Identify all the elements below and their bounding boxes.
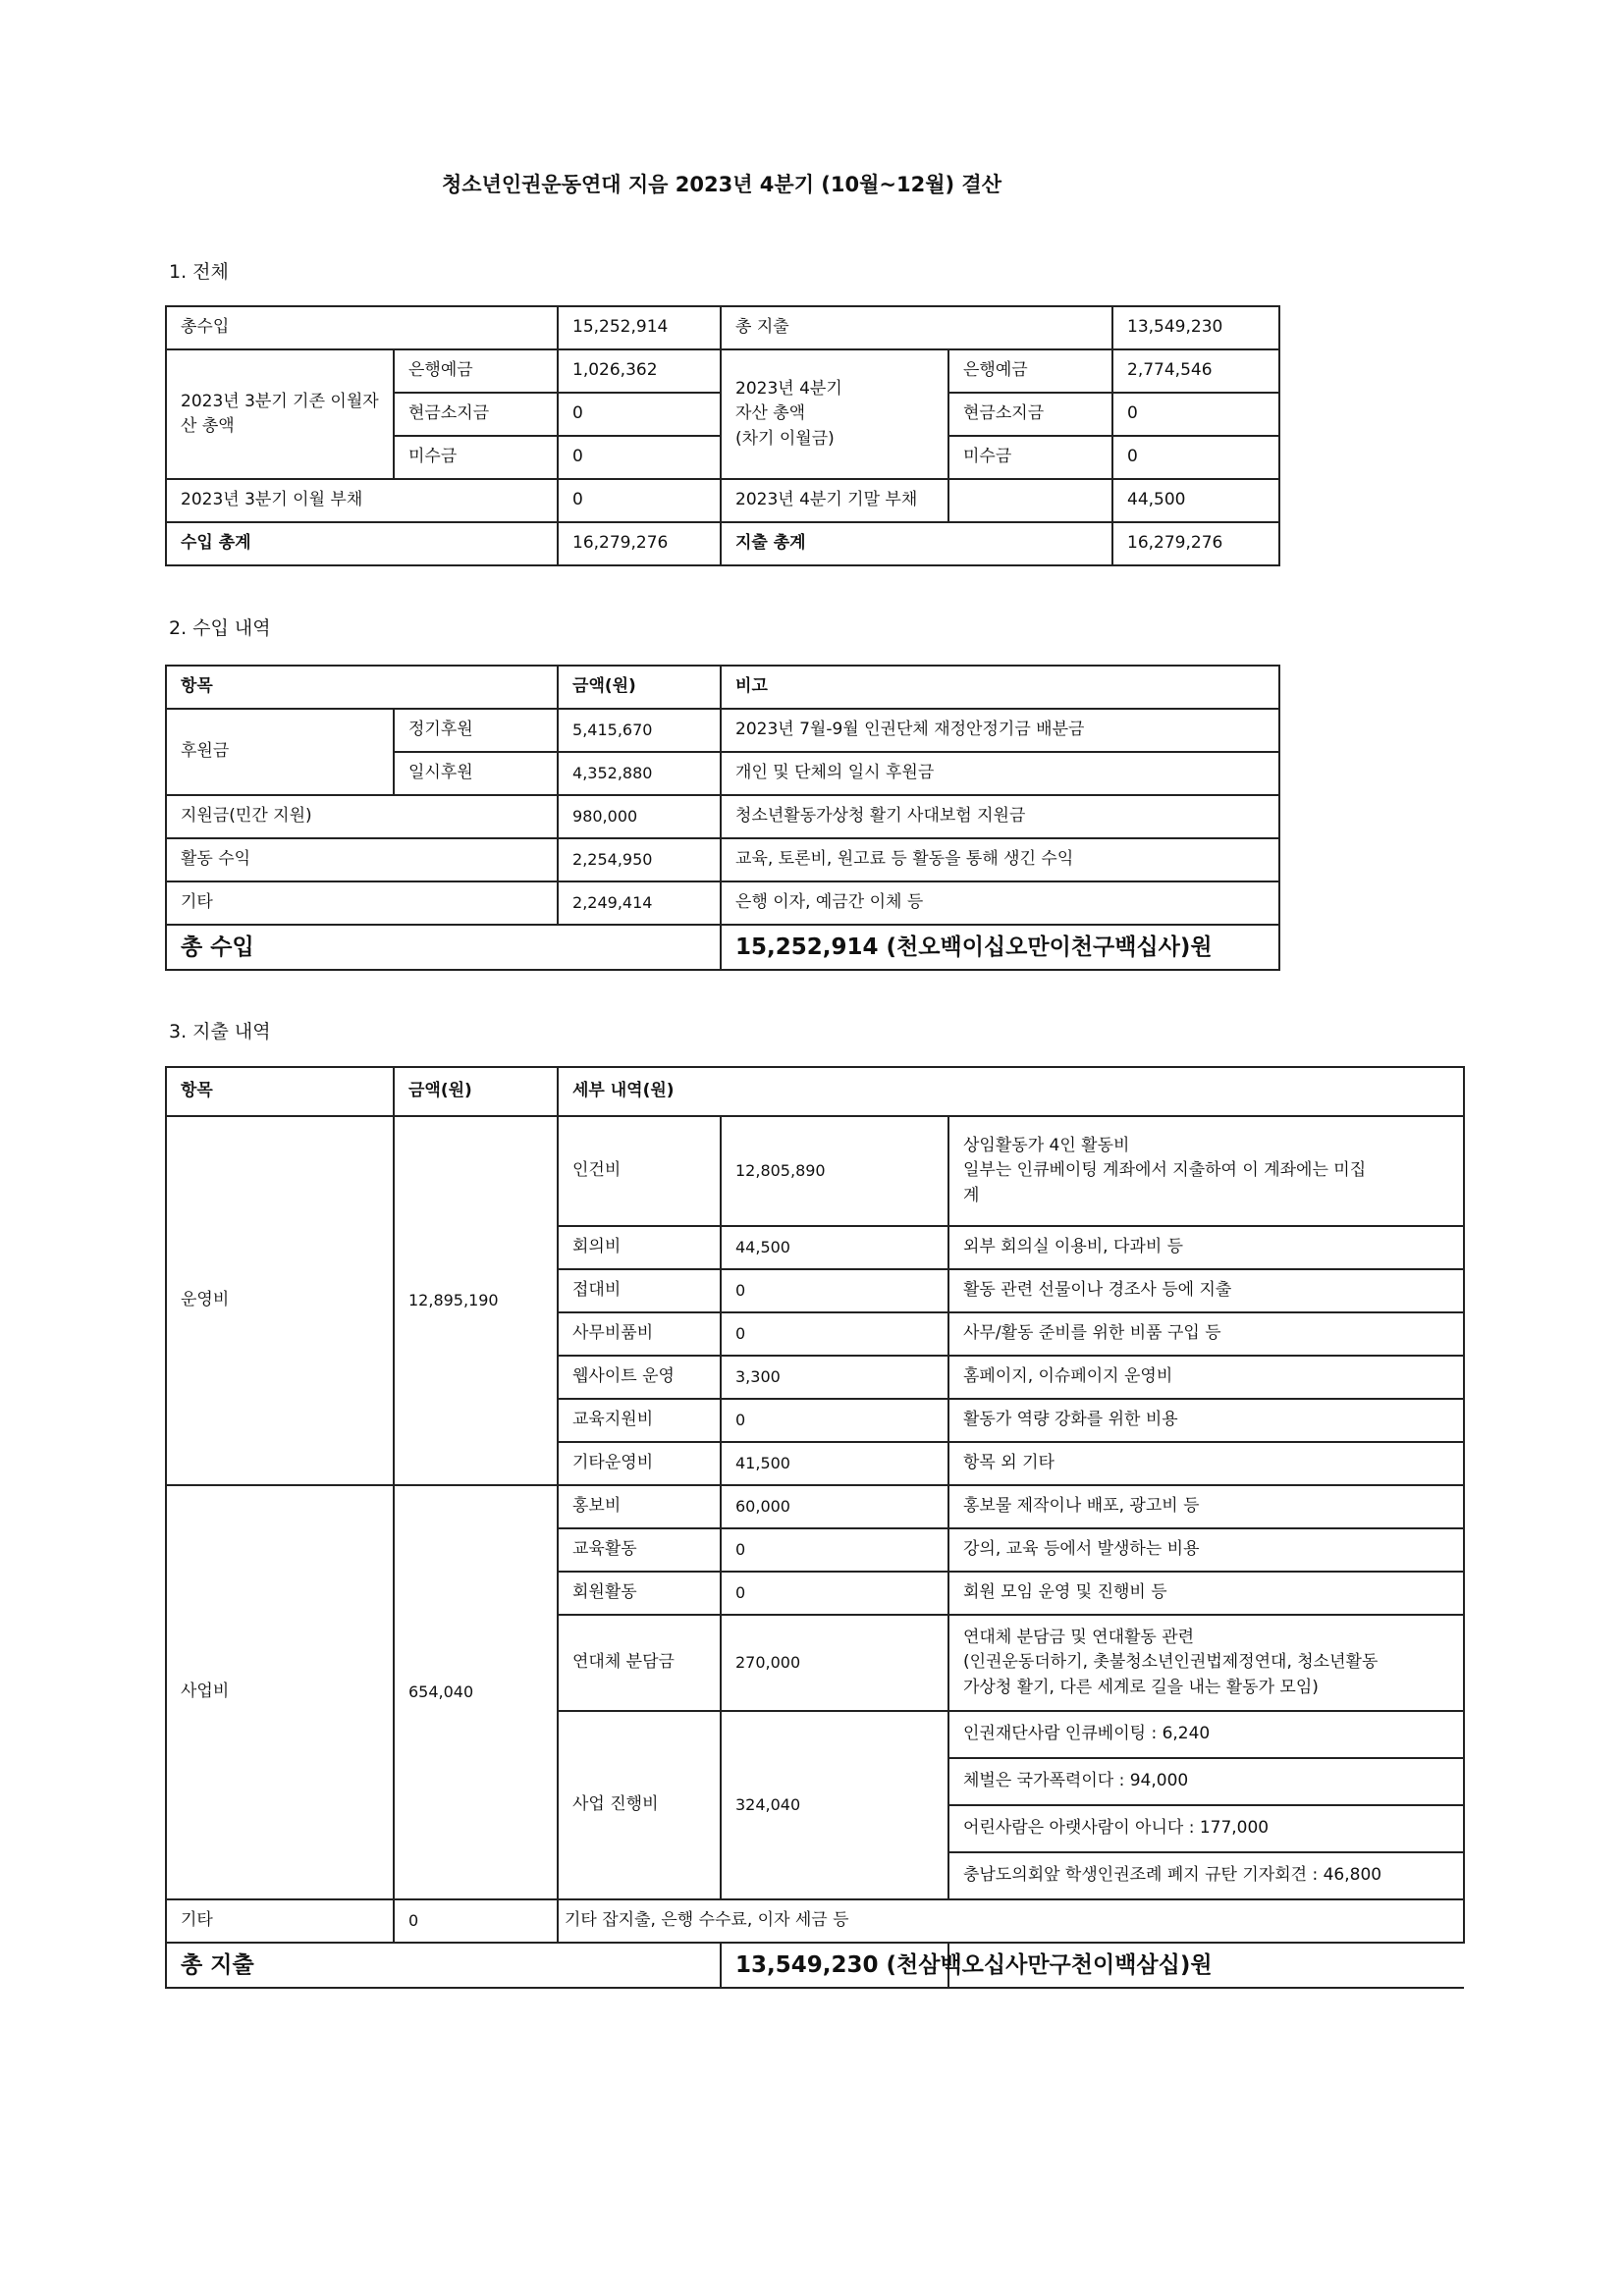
expense-amount: 3,300 (721, 1356, 948, 1399)
total-income-label: 총수입 (166, 306, 558, 349)
prev-asset-label: 미수금 (394, 436, 558, 479)
operating-label: 운영비 (166, 1116, 394, 1485)
business-amount: 654,040 (394, 1485, 558, 1899)
expense-note-line: (인권운동더하기, 촛불청소년인권법제정연대, 청소년활동 (963, 1652, 1379, 1673)
total-income-value: 15,252,914 (558, 306, 721, 349)
donation-sub-label: 정기후원 (394, 709, 558, 752)
other-note: 기타 잡지출, 은행 수수료, 이자 세금 등 (558, 1899, 1464, 1943)
other-label: 기타 (166, 1899, 394, 1943)
expense-row (166, 1899, 1464, 1943)
income-row (166, 838, 1279, 881)
expense-note (948, 1615, 1464, 1711)
next-asset-value: 0 (1112, 393, 1279, 436)
project-amount: 324,040 (721, 1711, 948, 1899)
income-note: 은행 이자, 예금간 이체 등 (721, 881, 1279, 925)
end-debt-value: 44,500 (1112, 479, 1279, 522)
expense-note-line: 일부는 인큐베이팅 계좌에서 지출하여 이 계좌에는 미집 (963, 1160, 1367, 1181)
expense-total-row (166, 1943, 1464, 1988)
income-sum-label: 수입 총계 (166, 522, 558, 565)
expense-item: 기타운영비 (558, 1442, 721, 1485)
expense-item: 교육활동 (558, 1528, 721, 1572)
expense-item: 웹사이트 운영 (558, 1356, 721, 1399)
expense-header-row (166, 1067, 1464, 1116)
debt-row (166, 479, 1279, 522)
col-item-header: 항목 (166, 1067, 394, 1116)
document-title: 청소년인권운동연대 지음 2023년 4분기 (10월~12월) 결산 (442, 173, 1001, 196)
project-note: 충남도의회앞 학생인권조례 폐지 규탄 기자회견 : 46,800 (948, 1852, 1464, 1899)
expense-note-line: 계 (963, 1185, 980, 1205)
income-item: 지원금(민간 지원) (166, 795, 558, 838)
next-asset-label: 미수금 (948, 436, 1112, 479)
expense-note: 강의, 교육 등에서 발생하는 비용 (948, 1528, 1464, 1572)
donation-sub-label: 일시후원 (394, 752, 558, 795)
col-note-header: 비고 (721, 666, 1279, 709)
income-amount: 2,254,950 (558, 838, 721, 881)
expense-note: 홈페이지, 이슈페이지 운영비 (948, 1356, 1464, 1399)
next-asset-label: 은행예금 (948, 349, 1112, 393)
summary-table (165, 305, 1280, 566)
next-asset-value: 2,774,546 (1112, 349, 1279, 393)
expense-note (948, 1116, 1464, 1226)
expense-item: 접대비 (558, 1269, 721, 1312)
project-note: 체벌은 국가폭력이다 : 94,000 (948, 1758, 1464, 1805)
donation-amount: 4,352,880 (558, 752, 721, 795)
section3-heading: 3. 지출 내역 (169, 1021, 271, 1042)
expense-amount: 270,000 (721, 1615, 948, 1711)
col-amount-header: 금액(원) (558, 666, 721, 709)
expense-note-line: 상임활동가 4인 활동비 (963, 1135, 1130, 1155)
section1-heading: 1. 전체 (169, 261, 229, 283)
expense-item: 인건비 (558, 1116, 721, 1226)
income-total-text: 15,252,914 (천오백이십오만이천구백십사)원 (721, 925, 1279, 970)
income-amount: 2,249,414 (558, 881, 721, 925)
expense-note: 사무/활동 준비를 위한 비품 구입 등 (948, 1312, 1464, 1356)
next-assets-label-line: 자산 총액 (735, 403, 806, 424)
expense-table (165, 1066, 1465, 1989)
operating-amount: 12,895,190 (394, 1116, 558, 1485)
col-detail-header: 세부 내역(원) (558, 1067, 1464, 1116)
expense-note: 회원 모임 운영 및 진행비 등 (948, 1572, 1464, 1615)
empty-cell (948, 479, 1112, 522)
other-amount: 0 (394, 1899, 558, 1943)
business-label: 사업비 (166, 1485, 394, 1899)
expense-item: 연대체 분담금 (558, 1615, 721, 1711)
income-amount: 980,000 (558, 795, 721, 838)
donation-note: 개인 및 단체의 일시 후원금 (721, 752, 1279, 795)
prev-assets-label: 2023년 3분기 기존 이월자산 총액 (166, 349, 394, 479)
income-row (166, 795, 1279, 838)
expense-item: 교육지원비 (558, 1399, 721, 1442)
prev-asset-label: 현금소지금 (394, 393, 558, 436)
expense-amount: 0 (721, 1399, 948, 1442)
expense-amount: 0 (721, 1312, 948, 1356)
expense-amount: 12,805,890 (721, 1116, 948, 1226)
income-total-label: 총 수입 (166, 925, 721, 970)
expense-item: 회원활동 (558, 1572, 721, 1615)
income-total-row (166, 925, 1279, 970)
expense-note: 활동 관련 선물이나 경조사 등에 지출 (948, 1269, 1464, 1312)
expense-amount: 60,000 (721, 1485, 948, 1528)
expense-note-line: 연대체 분담금 및 연대활동 관련 (963, 1627, 1195, 1647)
income-item: 활동 수익 (166, 838, 558, 881)
expense-sum-value: 16,279,276 (1112, 522, 1279, 565)
total-expense-value: 13,549,230 (1112, 306, 1279, 349)
project-note: 어린사람은 아랫사람이 아니다 : 177,000 (948, 1805, 1464, 1852)
expense-amount: 0 (721, 1269, 948, 1312)
donation-label: 후원금 (166, 709, 394, 795)
prev-debt-label: 2023년 3분기 이월 부채 (166, 479, 558, 522)
expense-amount: 41,500 (721, 1442, 948, 1485)
expense-total-label: 총 지출 (166, 1943, 721, 1988)
income-note: 청소년활동가상청 활기 사대보험 지원금 (721, 795, 1279, 838)
expense-sum-label: 지출 총계 (721, 522, 1112, 565)
income-item: 기타 (166, 881, 558, 925)
donation-note: 2023년 7월-9월 인권단체 재정안정기금 배분금 (721, 709, 1279, 752)
next-assets-label (721, 349, 948, 479)
col-amount-header: 금액(원) (394, 1067, 558, 1116)
prev-asset-value: 0 (558, 393, 721, 436)
total-expense-label: 총 지출 (721, 306, 1112, 349)
next-asset-label: 현금소지금 (948, 393, 1112, 436)
expense-note: 홍보물 제작이나 배포, 광고비 등 (948, 1485, 1464, 1528)
expense-note: 활동가 역량 강화를 위한 비용 (948, 1399, 1464, 1442)
col-item-header: 항목 (166, 666, 558, 709)
end-debt-label: 2023년 4분기 기말 부채 (721, 479, 948, 522)
income-row (166, 709, 1279, 752)
expense-item: 사무비품비 (558, 1312, 721, 1356)
prev-asset-value: 0 (558, 436, 721, 479)
project-item: 사업 진행비 (558, 1711, 721, 1899)
expense-amount: 44,500 (721, 1226, 948, 1269)
expense-amount: 0 (721, 1528, 948, 1572)
income-note: 교육, 토론비, 원고료 등 활동을 통해 생긴 수익 (721, 838, 1279, 881)
next-assets-label-line: (차기 이월금) (735, 428, 835, 449)
expense-total-text: 13,549,230 (천삼백오십사만구천이백삼십)원 (721, 1943, 948, 1988)
project-note: 인권재단사람 인큐베이팅 : 6,240 (948, 1711, 1464, 1758)
donation-amount: 5,415,670 (558, 709, 721, 752)
income-table (165, 665, 1280, 971)
expense-note: 외부 회의실 이용비, 다과비 등 (948, 1226, 1464, 1269)
expense-note-line: 가상청 활기, 다른 세계로 길을 내는 활동가 모임) (963, 1677, 1319, 1697)
prev-asset-label: 은행예금 (394, 349, 558, 393)
expense-row (166, 1116, 1464, 1226)
section2-heading: 2. 수입 내역 (169, 617, 271, 639)
expense-item: 홍보비 (558, 1485, 721, 1528)
expense-note: 항목 외 기타 (948, 1442, 1464, 1485)
next-asset-value: 0 (1112, 436, 1279, 479)
expense-amount: 0 (721, 1572, 948, 1615)
income-header-row (166, 666, 1279, 709)
income-row (166, 881, 1279, 925)
income-sum-value: 16,279,276 (558, 522, 721, 565)
summary-row-totals (166, 306, 1279, 349)
sum-row (166, 522, 1279, 565)
next-assets-label-line: 2023년 4분기 (735, 378, 842, 399)
prev-debt-value: 0 (558, 479, 721, 522)
expense-row (166, 1485, 1464, 1528)
asset-row (166, 349, 1279, 393)
prev-asset-value: 1,026,362 (558, 349, 721, 393)
expense-item: 회의비 (558, 1226, 721, 1269)
